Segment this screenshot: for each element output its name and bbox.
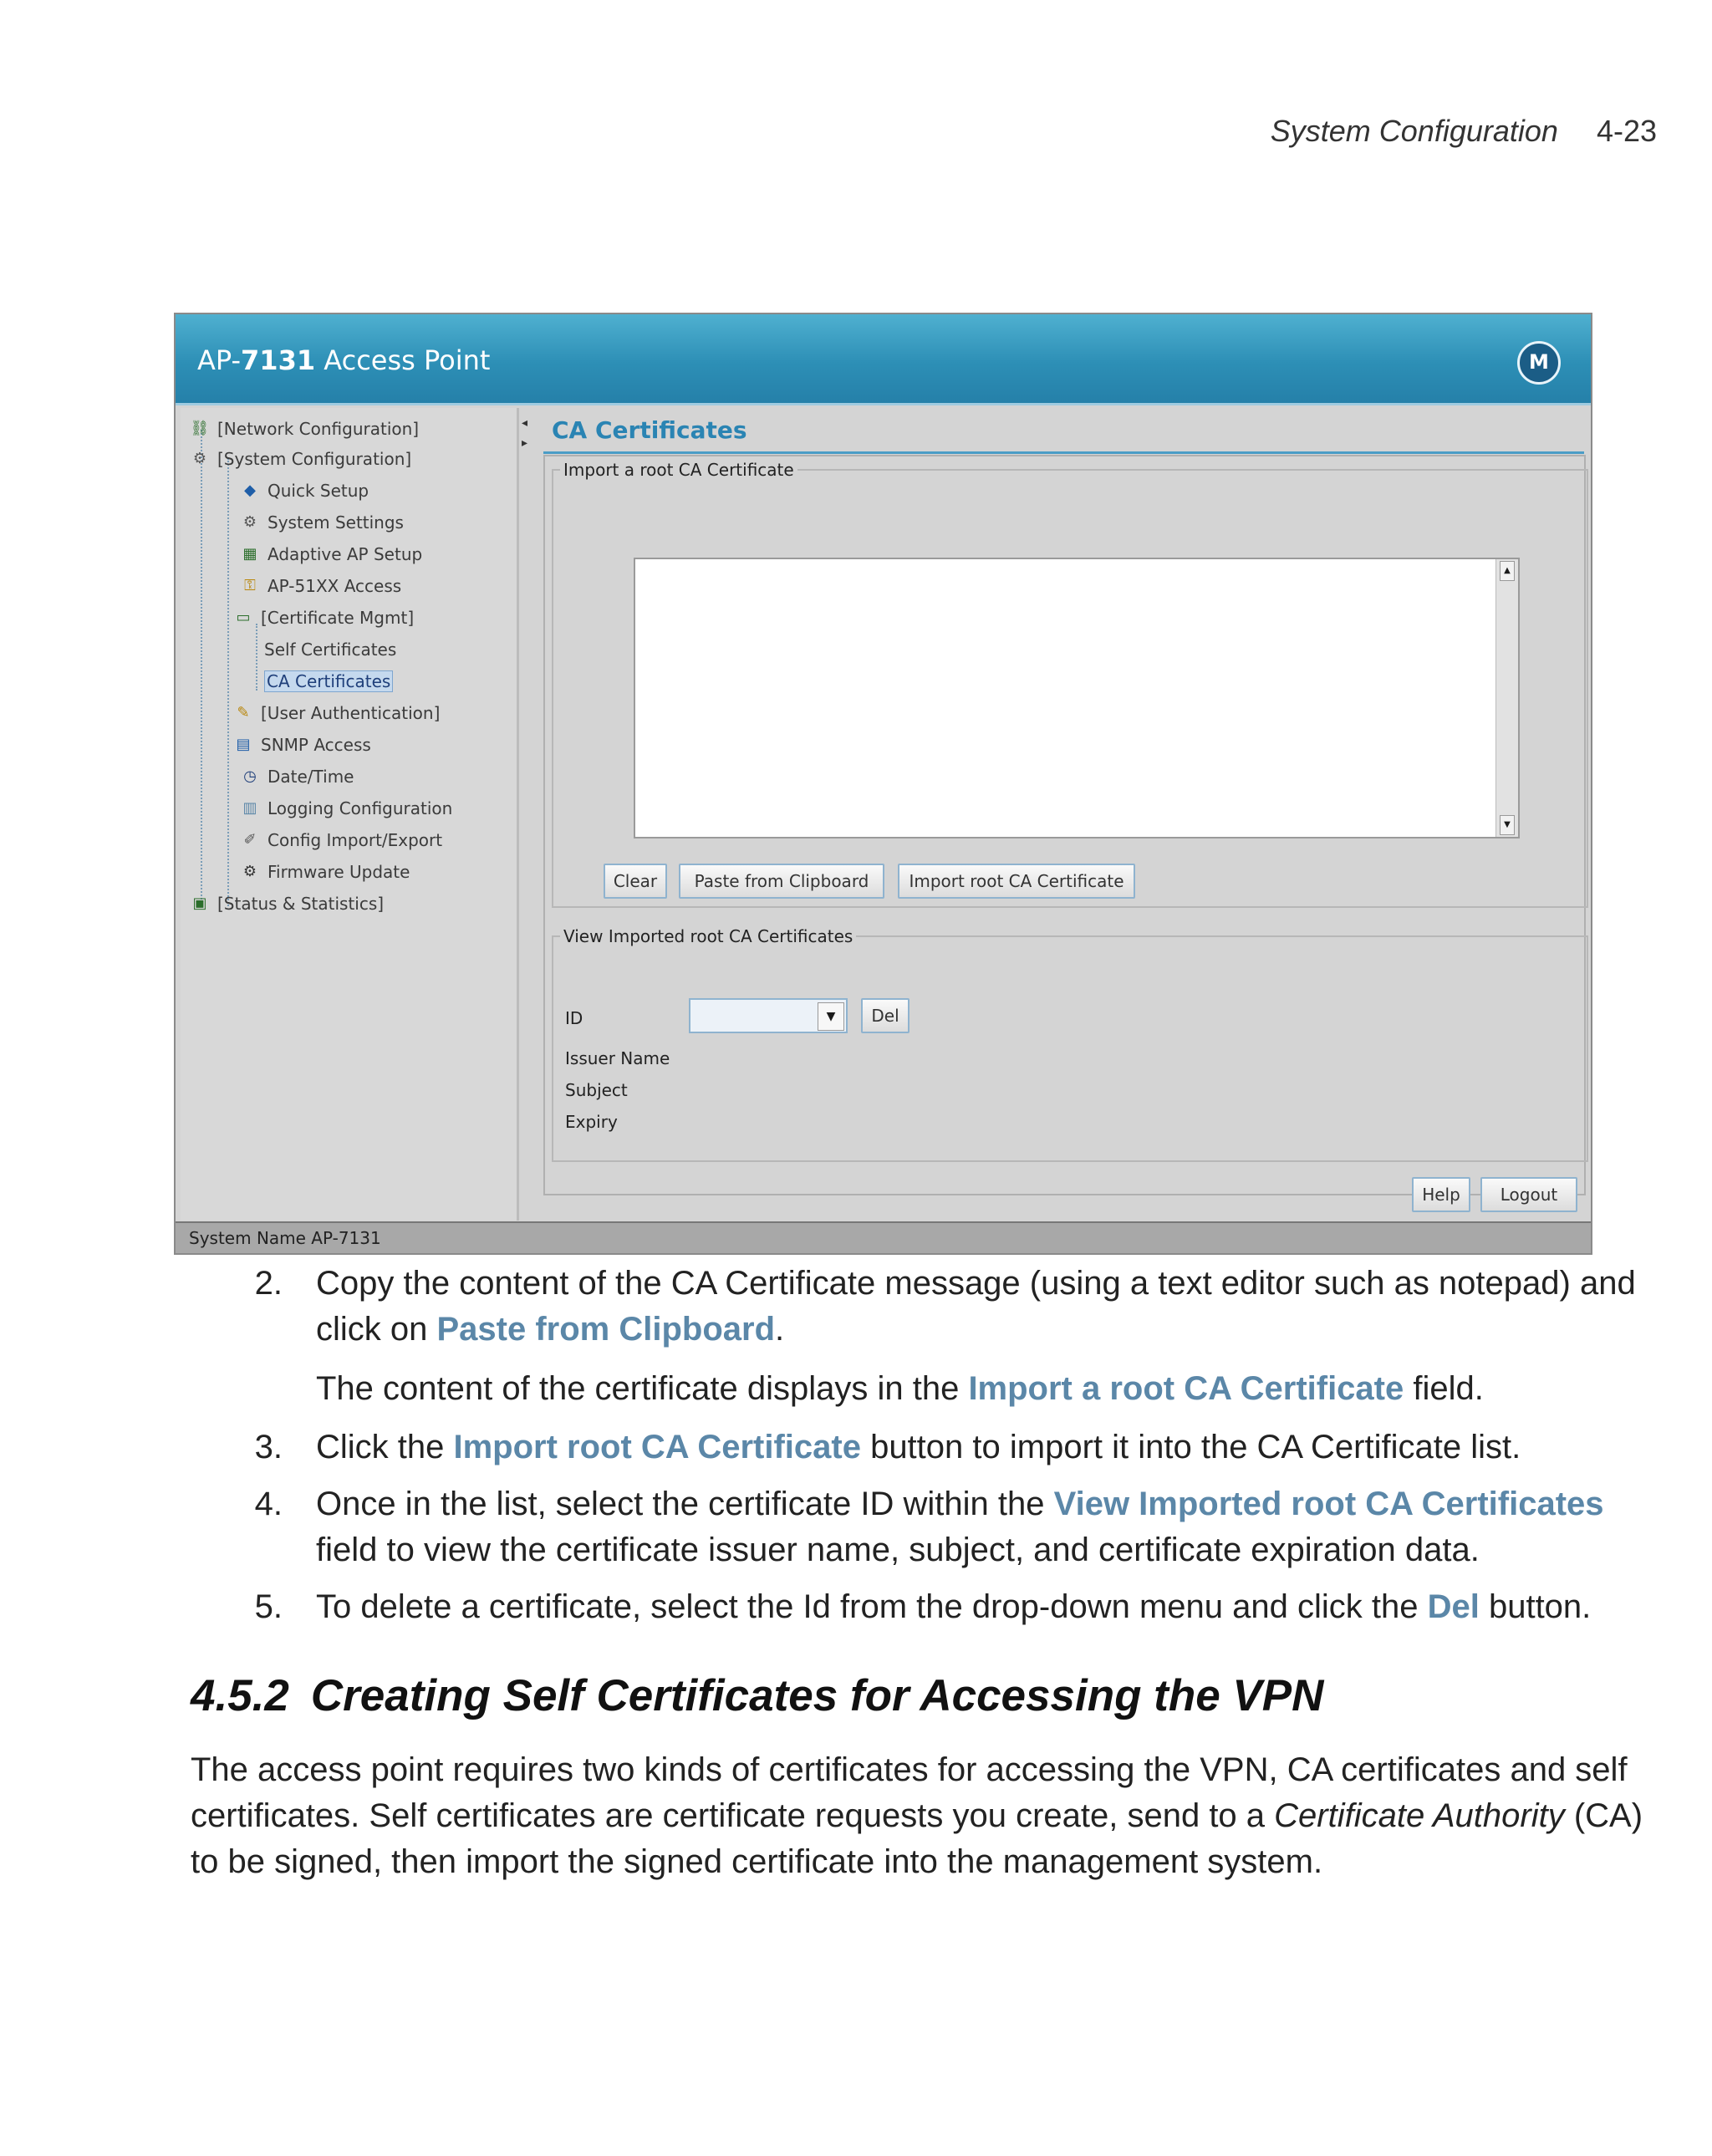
step-text: . bbox=[775, 1311, 785, 1348]
tree-item-adaptive-ap-setup[interactable] bbox=[239, 540, 422, 568]
app-title bbox=[197, 344, 490, 376]
panel-title: CA Certificates bbox=[552, 416, 747, 444]
section-title-text: Creating Self Certificates for Accessing the VPN bbox=[310, 1671, 1324, 1720]
tree-item-ca-certificates[interactable] bbox=[264, 667, 393, 696]
view-imported-root-ca-group bbox=[552, 926, 1588, 1162]
quick-setup-icon: ◆ bbox=[244, 482, 256, 499]
adaptive-ap-icon: ▦ bbox=[242, 545, 257, 563]
status-bar: System Name AP-7131 bbox=[176, 1221, 1591, 1253]
step-text: field. bbox=[1404, 1370, 1484, 1407]
paragraph-line-3: to be signed, then import the signed certificate into the management system. bbox=[191, 1843, 1323, 1880]
app-screenshot bbox=[174, 313, 1592, 1255]
chevron-down-icon[interactable]: ▼ bbox=[818, 1002, 844, 1031]
tree-item-label: Firmware Update bbox=[268, 862, 410, 882]
clear-button[interactable]: Clear bbox=[604, 864, 667, 899]
step-text: The content of the certificate displays in the bbox=[316, 1370, 969, 1407]
import-root-ca-group bbox=[552, 460, 1588, 908]
import-root-ca-legend: Import a root CA Certificate bbox=[563, 460, 794, 480]
expiry-label: Expiry bbox=[565, 1112, 618, 1132]
paragraph-text: (CA) bbox=[1564, 1797, 1643, 1834]
subject-label: Subject bbox=[565, 1080, 628, 1100]
tree-connector bbox=[201, 430, 202, 906]
status-icon: ▣ bbox=[192, 895, 207, 912]
view-imported-legend: View Imported root CA Certificates bbox=[563, 926, 853, 946]
tree-item-status-statistics[interactable] bbox=[189, 889, 384, 918]
import-root-ca-button[interactable]: Import root CA Certificate bbox=[898, 864, 1135, 899]
paste-from-clipboard-button[interactable]: Paste from Clipboard bbox=[679, 864, 884, 899]
logging-icon: ▥ bbox=[242, 799, 257, 817]
tree-connector bbox=[227, 458, 229, 906]
tree-item-label: [Network Configuration] bbox=[217, 419, 420, 439]
scroll-down-icon[interactable]: ▼ bbox=[1500, 815, 1515, 835]
tree-item-label: [System Configuration] bbox=[217, 449, 412, 469]
step-text: Once in the list, select the certificate ID within the bbox=[316, 1486, 1054, 1522]
import-root-ca-field-ref: Import a root CA Certificate bbox=[968, 1370, 1404, 1407]
network-icon: ⛓ bbox=[190, 420, 210, 437]
tree-item-label: AP-51XX Access bbox=[268, 576, 402, 596]
paragraph-line-1: The access point requires two kinds of certificates for accessing the VPN, CA certificates and self bbox=[191, 1751, 1628, 1788]
tree-item-logging-configuration[interactable] bbox=[239, 794, 452, 823]
step-5-line-1 bbox=[316, 1584, 1591, 1630]
motorola-logo-icon: M bbox=[1517, 341, 1561, 385]
tree-item-label-selected: CA Certificates bbox=[264, 670, 393, 692]
tree-item-system-configuration[interactable] bbox=[189, 445, 411, 473]
page-header bbox=[1271, 114, 1657, 149]
steps-list bbox=[0, 1261, 1712, 1645]
import-export-icon: ✐ bbox=[243, 831, 257, 849]
app-title-suffix: Access Point bbox=[315, 344, 491, 376]
id-label: ID bbox=[565, 1008, 583, 1028]
tree-item-system-settings[interactable] bbox=[239, 508, 404, 537]
tree-connector bbox=[256, 624, 257, 691]
tree-item-label: [Status & Statistics] bbox=[217, 894, 385, 914]
app-title-prefix: AP- bbox=[197, 344, 242, 376]
tree-item-config-import-export[interactable] bbox=[239, 826, 442, 854]
tree-item-label: SNMP Access bbox=[261, 735, 371, 755]
tree-item-label: Date/Time bbox=[268, 767, 354, 787]
tree-item-network-configuration[interactable] bbox=[189, 415, 419, 443]
nav-tree bbox=[181, 408, 519, 1221]
system-config-icon: ⚙ bbox=[192, 450, 207, 467]
tree-item-quick-setup[interactable] bbox=[239, 477, 369, 505]
certificate-icon: ▭ bbox=[236, 609, 251, 626]
paragraph-line-2 bbox=[191, 1793, 1662, 1839]
tree-item-label: Quick Setup bbox=[268, 481, 369, 501]
step-text: click on bbox=[316, 1311, 437, 1348]
step-4-line-2: field to view the certificate issuer name, subject, and certificate expiration data. bbox=[316, 1532, 1480, 1568]
tree-item-label: Logging Configuration bbox=[268, 798, 453, 818]
tree-item-label: Config Import/Export bbox=[268, 830, 443, 850]
tree-item-date-time[interactable] bbox=[239, 762, 354, 791]
tree-item-snmp-access[interactable] bbox=[232, 731, 371, 759]
tree-item-firmware-update[interactable] bbox=[239, 858, 410, 886]
del-button-ref: Del bbox=[1427, 1588, 1480, 1625]
tree-item-ap-51xx-access[interactable] bbox=[239, 572, 401, 600]
tree-item-label: Self Certificates bbox=[264, 640, 397, 660]
import-root-ca-button-ref: Import root CA Certificate bbox=[453, 1429, 861, 1465]
pane-collapse-arrows-icon[interactable]: ◂ ▸ bbox=[522, 416, 528, 450]
step-text: button. bbox=[1479, 1588, 1592, 1625]
tree-item-label: Adaptive AP Setup bbox=[268, 544, 423, 564]
scroll-up-icon[interactable]: ▲ bbox=[1500, 561, 1515, 581]
step-number: 4. bbox=[254, 1486, 283, 1522]
certificate-authority-term: Certificate Authority bbox=[1274, 1797, 1565, 1834]
app-titlebar bbox=[176, 314, 1591, 405]
content-panel bbox=[535, 408, 1586, 1221]
user-auth-icon: ✎ bbox=[237, 704, 250, 721]
running-section-title: System Configuration bbox=[1270, 114, 1558, 148]
system-settings-icon: ⚙ bbox=[242, 513, 257, 531]
tree-item-user-authentication[interactable] bbox=[232, 699, 440, 727]
ap-access-icon: ⚿ bbox=[244, 577, 256, 594]
step-4-line-1 bbox=[316, 1481, 1604, 1527]
step-number: 2. bbox=[254, 1265, 283, 1302]
step-text: Click the bbox=[316, 1429, 454, 1465]
page-number: 4-23 bbox=[1596, 114, 1657, 148]
step-2-line-2 bbox=[316, 1307, 784, 1353]
tree-item-certificate-mgmt[interactable] bbox=[232, 604, 414, 632]
textarea-scrollbar[interactable] bbox=[1495, 559, 1518, 837]
step-text: button to import it into the CA Certificate list. bbox=[860, 1429, 1521, 1465]
step-2-note bbox=[316, 1366, 1484, 1412]
view-imported-ref: View Imported root CA Certificates bbox=[1053, 1486, 1604, 1522]
firmware-icon: ⚙ bbox=[242, 863, 257, 880]
certificate-text-area[interactable] bbox=[634, 558, 1520, 838]
tree-item-self-certificates[interactable] bbox=[264, 635, 396, 664]
del-button[interactable]: Del bbox=[861, 998, 910, 1033]
certificate-id-select[interactable] bbox=[689, 998, 848, 1033]
step-number: 5. bbox=[254, 1588, 283, 1625]
title-divider bbox=[543, 451, 1584, 454]
section-paragraph bbox=[191, 1747, 1662, 1885]
paste-from-clipboard-ref: Paste from Clipboard bbox=[436, 1311, 776, 1348]
tree-item-label: [Certificate Mgmt] bbox=[261, 608, 415, 628]
step-number: 3. bbox=[254, 1429, 283, 1465]
help-button[interactable]: Help bbox=[1412, 1177, 1470, 1212]
paragraph-text: certificates. Self certificates are certificate requests you create, send to a bbox=[191, 1797, 1275, 1834]
section-heading bbox=[191, 1670, 1323, 1721]
clock-icon: ◷ bbox=[243, 767, 257, 785]
step-text: To delete a certificate, select the Id from the drop-down menu and click the bbox=[316, 1588, 1428, 1625]
step-3-line-1 bbox=[316, 1425, 1521, 1470]
app-title-model: 7131 bbox=[241, 344, 316, 376]
tree-item-label: System Settings bbox=[268, 512, 404, 533]
step-2-line-1: Copy the content of the CA Certificate message (using a text editor such as notepad) and bbox=[316, 1265, 1636, 1302]
tree-item-label: [User Authentication] bbox=[261, 703, 441, 723]
logout-button[interactable]: Logout bbox=[1480, 1177, 1577, 1212]
section-number: 4.5.2 bbox=[191, 1671, 289, 1720]
snmp-icon: ▤ bbox=[236, 736, 251, 753]
issuer-name-label: Issuer Name bbox=[565, 1048, 670, 1068]
